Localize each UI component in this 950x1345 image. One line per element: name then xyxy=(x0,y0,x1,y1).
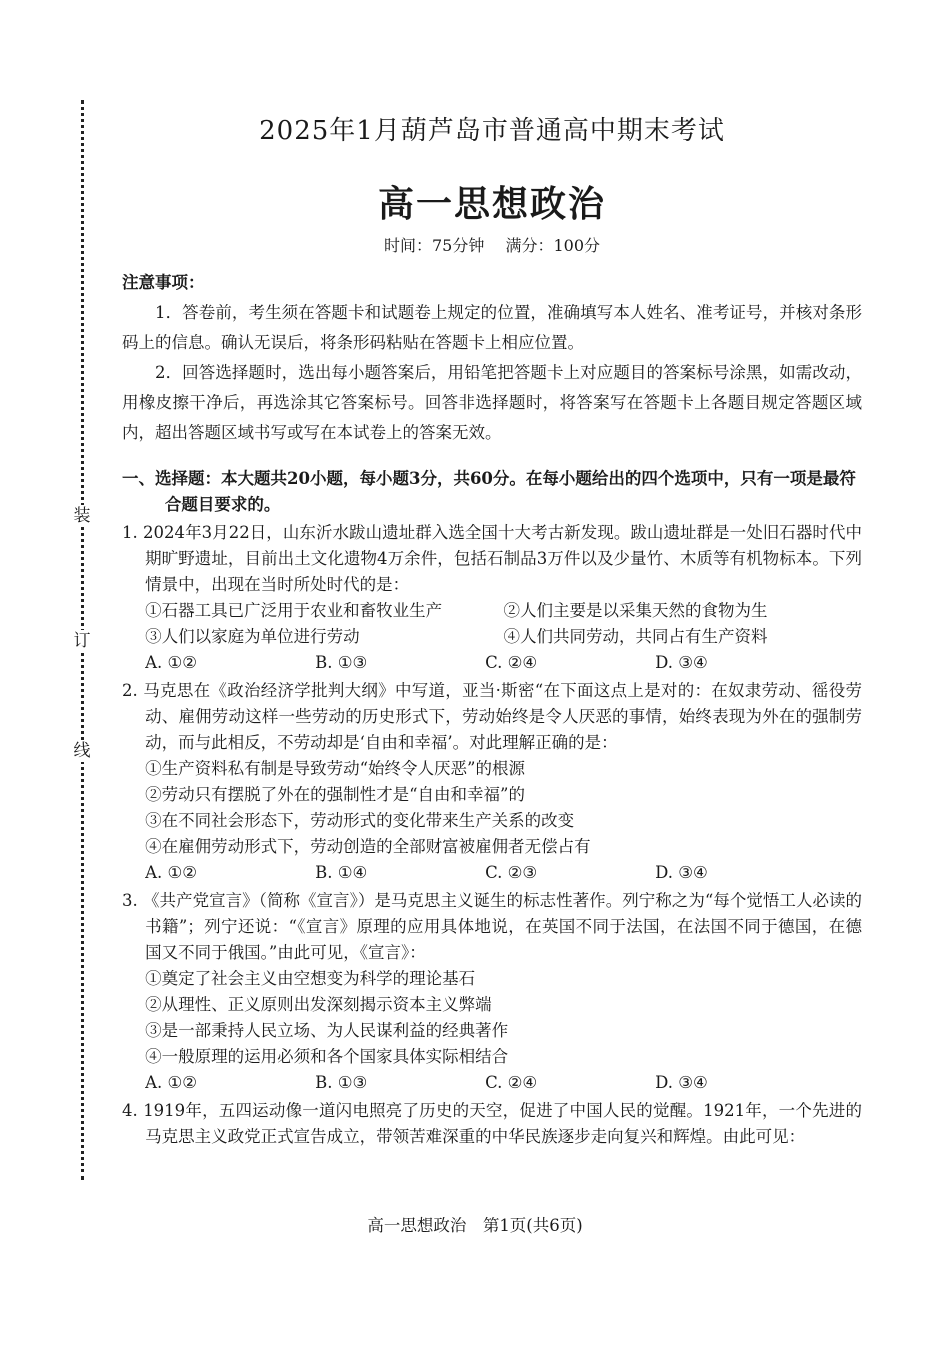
answer-choice: D. ③④ xyxy=(655,863,708,882)
question-3 xyxy=(122,888,862,1096)
question-4 xyxy=(122,1098,862,1150)
question-stem: 1. 2024年3月22日，山东沂水跋山遗址群入选全国十大考古新发现。跋山遗址群是一处旧石器时代中期旷野遗址，目前出土文化遗物4万余件，包括石制品3万件以及少量竹、木质等有机物标本。下列情景中，出现在当时所处时代的是： xyxy=(122,523,862,594)
option: ④一般原理的运用必须和各个国家具体实际相结合 xyxy=(145,1047,509,1066)
question-1 xyxy=(122,520,862,676)
option: ③是一部秉持人民立场、为人民谋利益的经典著作 xyxy=(145,1021,509,1040)
exam-title: 2025年1月葫芦岛市普通高中期末考试 xyxy=(259,116,725,146)
option-row xyxy=(122,598,862,624)
answer-row xyxy=(122,650,862,676)
notice-item-1: 1．答卷前，考生须在答题卡和试题卷上规定的位置，准确填写本人姓名、准考证号，并核对条形码上的信息。确认无误后，将条形码粘贴在答题卡上相应位置。 xyxy=(122,303,862,352)
page-footer: 高一思想政治 第1页(共6页) xyxy=(367,1216,583,1235)
answer-choice: C. ②④ xyxy=(485,653,538,672)
option: ②从理性、正义原则出发深刻揭示资本主义弊端 xyxy=(145,995,492,1014)
option: ③人们以家庭为单位进行劳动 xyxy=(145,627,360,646)
option: ①奠定了社会主义由空想变为科学的理论基石 xyxy=(145,969,476,988)
notice-block xyxy=(122,268,862,448)
exam-score: 满分：100分 xyxy=(505,236,600,255)
binding-mark-xian: 线 xyxy=(68,740,96,762)
option: ④在雇佣劳动形式下，劳动创造的全部财富被雇佣者无偿占有 xyxy=(145,837,591,856)
question-2 xyxy=(122,678,862,886)
question-stem: 2. 马克思在《政治经济学批判大纲》中写道，亚当·斯密“在下面这点上是对的：在奴隶劳动、徭役劳动、雇佣劳动这样一些劳动的历史形式下，劳动始终是令人厌恶的事情，始终表现为外在的强制劳动，而与此相反，不劳动却是‘自由和幸福’。对此理解正确的是： xyxy=(122,681,862,752)
option: ①石器工具已广泛用于农业和畜牧业生产 xyxy=(145,601,443,620)
option: ②劳动只有摆脱了外在的强制性才是“自由和幸福”的 xyxy=(145,785,525,804)
answer-choice: A. ①② xyxy=(145,863,198,882)
question-stem: 3. 《共产党宣言》（简称《宣言》）是马克思主义诞生的标志性著作。列宁称之为“每个觉悟工人必读的书籍”；列宁还说：“《宣言》原理的应用具体地说，在英国不同于法国，在法国不同于德国，在德国又不同于俄国。”由此可见，《宣言》： xyxy=(122,891,862,962)
exam-subject: 高一思想政治 xyxy=(377,183,606,225)
exam-time: 时间：75分钟 xyxy=(383,236,485,255)
answer-choice: B. ①③ xyxy=(315,653,368,672)
answer-choice: C. ②③ xyxy=(485,863,538,882)
notice-heading: 注意事项： xyxy=(122,273,205,292)
binding-mark-ding: 订 xyxy=(68,630,96,652)
answer-row xyxy=(122,860,862,886)
option: ①生产资料私有制是导致劳动“始终令人厌恶”的根源 xyxy=(145,759,525,778)
answer-choice: B. ①④ xyxy=(315,863,368,882)
option-row xyxy=(122,624,862,650)
answer-choice: C. ②④ xyxy=(485,1073,538,1092)
notice-item-2: 2．回答选择题时，选出每小题答案后，用铅笔把答题卡上对应题目的答案标号涂黑，如需改动，用橡皮擦干净后，再选涂其它答案标号。回答非选择题时，将答案写在答题卡上各题目规定答题区域内，超出答题区域书写或写在本试卷上的答案无效。 xyxy=(122,363,862,442)
option: ④人们共同劳动，共同占有生产资料 xyxy=(503,627,768,646)
binding-line xyxy=(74,100,90,1180)
section-choice xyxy=(122,466,862,1150)
question-stem: 4. 1919年，五四运动像一道闪电照亮了历史的天空，促进了中国人民的觉醒。1921年，一个先进的马克思主义政党正式宣告成立，带领苦难深重的中华民族逐步走向复兴和辉煌。由此可见： xyxy=(122,1101,862,1146)
binding-mark-zhuang: 装 xyxy=(68,505,96,527)
answer-choice: B. ①③ xyxy=(315,1073,368,1092)
answer-choice: A. ①② xyxy=(145,1073,198,1092)
option: ②人们主要是以采集天然的食物为生 xyxy=(503,601,768,620)
answer-choice: D. ③④ xyxy=(655,653,708,672)
answer-row xyxy=(122,1070,862,1096)
section-title: 一、选择题：本大题共20小题，每小题3分，共60分。在每小题给出的四个选项中，只有一项是最符合题目要求的。 xyxy=(122,469,856,514)
answer-choice: D. ③④ xyxy=(655,1073,708,1092)
exam-info xyxy=(112,233,872,256)
option: ③在不同社会形态下，劳动形式的变化带来生产关系的改变 xyxy=(145,811,575,830)
answer-choice: A. ①② xyxy=(145,653,198,672)
